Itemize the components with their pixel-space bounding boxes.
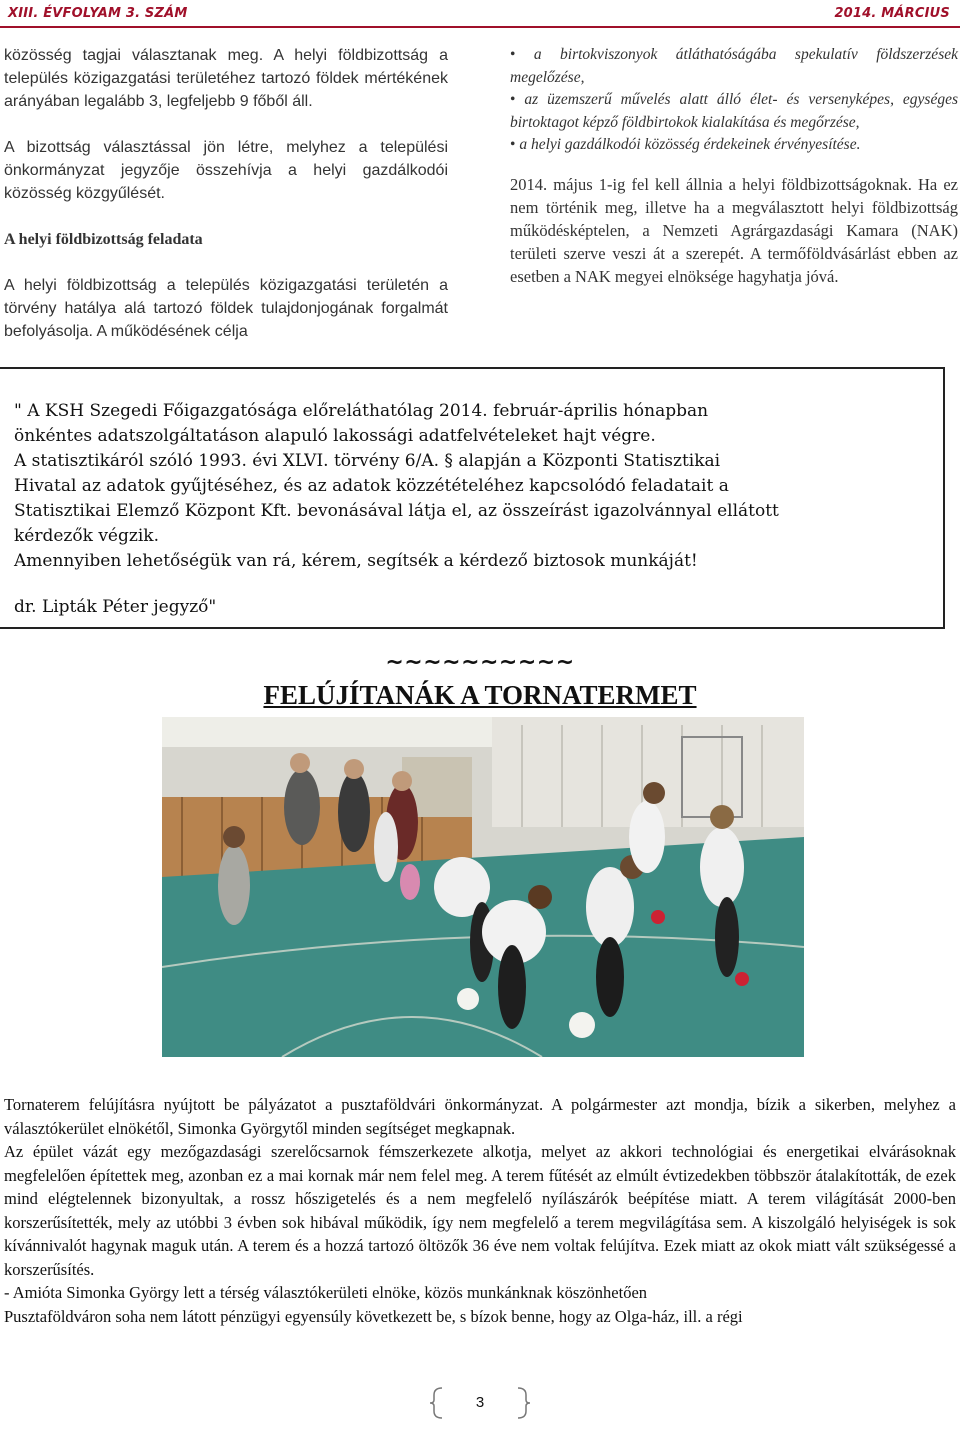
section-heading: A helyi földbizottság feladata xyxy=(4,231,203,248)
article-paragraph: Az épület vázát egy mezőgazdasági szerelőcsarnok fémszerkezete alkotja, melyet az akkori technológiai és energetikai elvárásoknak megfelelően építettek meg, azonban ez a mai kornak már nem felel meg. A terem fűtését az elmúlt évtizedekben többször átalakították, de ezek mind elégtelennek bizonyultak, a rossz hőszigetelés és a nem megfelelő nyílászárók beépítése miatt. A terem világítását 2000-ben korszerűsítették, mely az utóbbi 3 évben sok hibával működik, így nem megfelelő a terem megvilágítása sem. A kiszolgáló helyiségek is sok kívánnivalót hagynak maguk után. A terem és a hozzá tartozó öltözők 36 éve nem voltak felújítva. Ezek miatt az okok miatt vált szükségessé a korszerűsítés. xyxy=(4,1142,956,1279)
article-title: FELÚJÍTANÁK A TORNATERMET xyxy=(263,680,697,710)
notice-line: önkéntes adatszolgáltatáson alapuló lakossági adatfelvételeket hajt végre. xyxy=(14,426,656,446)
issue-date: 2014. MÁRCIUS xyxy=(834,6,950,21)
notice-line: A statisztikáról szóló 1993. évi XLVI. törvény 6/A. § alapján a Központi Statisztikai xyxy=(14,451,721,471)
notice-text xyxy=(14,399,944,574)
article-paragraph: Tornaterem felújításra nyújtott be pályázatot a pusztaföldvári önkormányzat. A polgármester azt mondja, bízik a sikerben, melyhez a választókerület elnökétől, Simonka Györgytől minden segítséget megkapnak. xyxy=(4,1095,956,1138)
page-number: 3 xyxy=(475,1394,485,1411)
goal-item: • az üzemszerű művelés alatt álló élet- és versenyképes, egységes birtoktagot képző földbirtokok kialakítása és megőrzése, xyxy=(510,89,958,134)
section-separator: ~~~~~~~~~~ xyxy=(385,650,575,675)
left-paragraph: A bizottság választással jön létre, melyhez a települési önkormányzat jegyzője összehívja a helyi gazdálkodói közösség közgyűlését. xyxy=(4,139,448,202)
article-paragraph: - Amióta Simonka György lett a térség választókerületi elnöke, közös munkánknak köszönhetően xyxy=(4,1283,648,1302)
notice-line: Statisztikai Elemző Központ Kft. bevonásával látja el, az összeírást igazolvánnyal ellátott xyxy=(14,501,779,521)
left-paragraph: közösség tagjai választanak meg. A helyi földbizottság a település közigazgatási területéhez tartozó földek mértékének arányában legalább 3, legfeljebb 9 főből áll. xyxy=(4,47,448,110)
ksh-notice-box xyxy=(0,367,945,629)
issue-label: XIII. ÉVFOLYAM 3. SZÁM xyxy=(8,6,188,21)
article-body xyxy=(4,1093,956,1328)
notice-signature: dr. Lipták Péter jegyző" xyxy=(14,597,217,617)
notice-line: " A KSH Szegedi Főigazgatósága előreláthatólag 2014. február-április hónapban xyxy=(14,401,709,421)
goals-list xyxy=(510,44,958,157)
notice-line: Amennyiben lehetőségük van rá, kérem, segítsék a kérdező biztosok munkáját! xyxy=(14,551,698,571)
notice-line: kérdezők végzik. xyxy=(14,526,159,546)
left-paragraph: A helyi földbizottság a település közigazgatási területén a törvény hatálya alá tartozó földek tulajdonjogának forgalmát befolyásolja. A működésének célja xyxy=(4,277,448,340)
goal-item: • a birtokviszonyok átláthatóságába spekulatív földszerzések megelőzése, xyxy=(510,44,958,89)
notice-line: Hivatal az adatok gyűjtéséhez, és az adatok közzétételéhez kapcsolódó feladatait a xyxy=(14,476,729,496)
right-column xyxy=(510,44,958,311)
page-number-wrap xyxy=(0,1394,960,1411)
article-paragraph: Pusztaföldváron soha nem látott pénzügyi egyensúly következett be, s bízok benne, hogy az Olga-ház, ill. a régi xyxy=(4,1306,743,1326)
header-rule xyxy=(0,26,960,28)
left-column xyxy=(4,44,448,366)
gym-photo xyxy=(162,717,804,1057)
goal-item: • a helyi gazdálkodói közösség érdekeinek érvényesítése. xyxy=(510,134,958,157)
right-paragraph: 2014. május 1-ig fel kell állnia a helyi földbizottságoknak. Ha ez nem történik meg, illetve ha a megválasztott helyi földbizottság működésképtelen, a Nemzeti Agrárgazdasági Kamara (NAK) területi szerve veszi át a szerepét. A termőföldvásárlást ebben az esetben a NAK megyei elnöksége hagyhatja jóvá. xyxy=(510,174,958,286)
